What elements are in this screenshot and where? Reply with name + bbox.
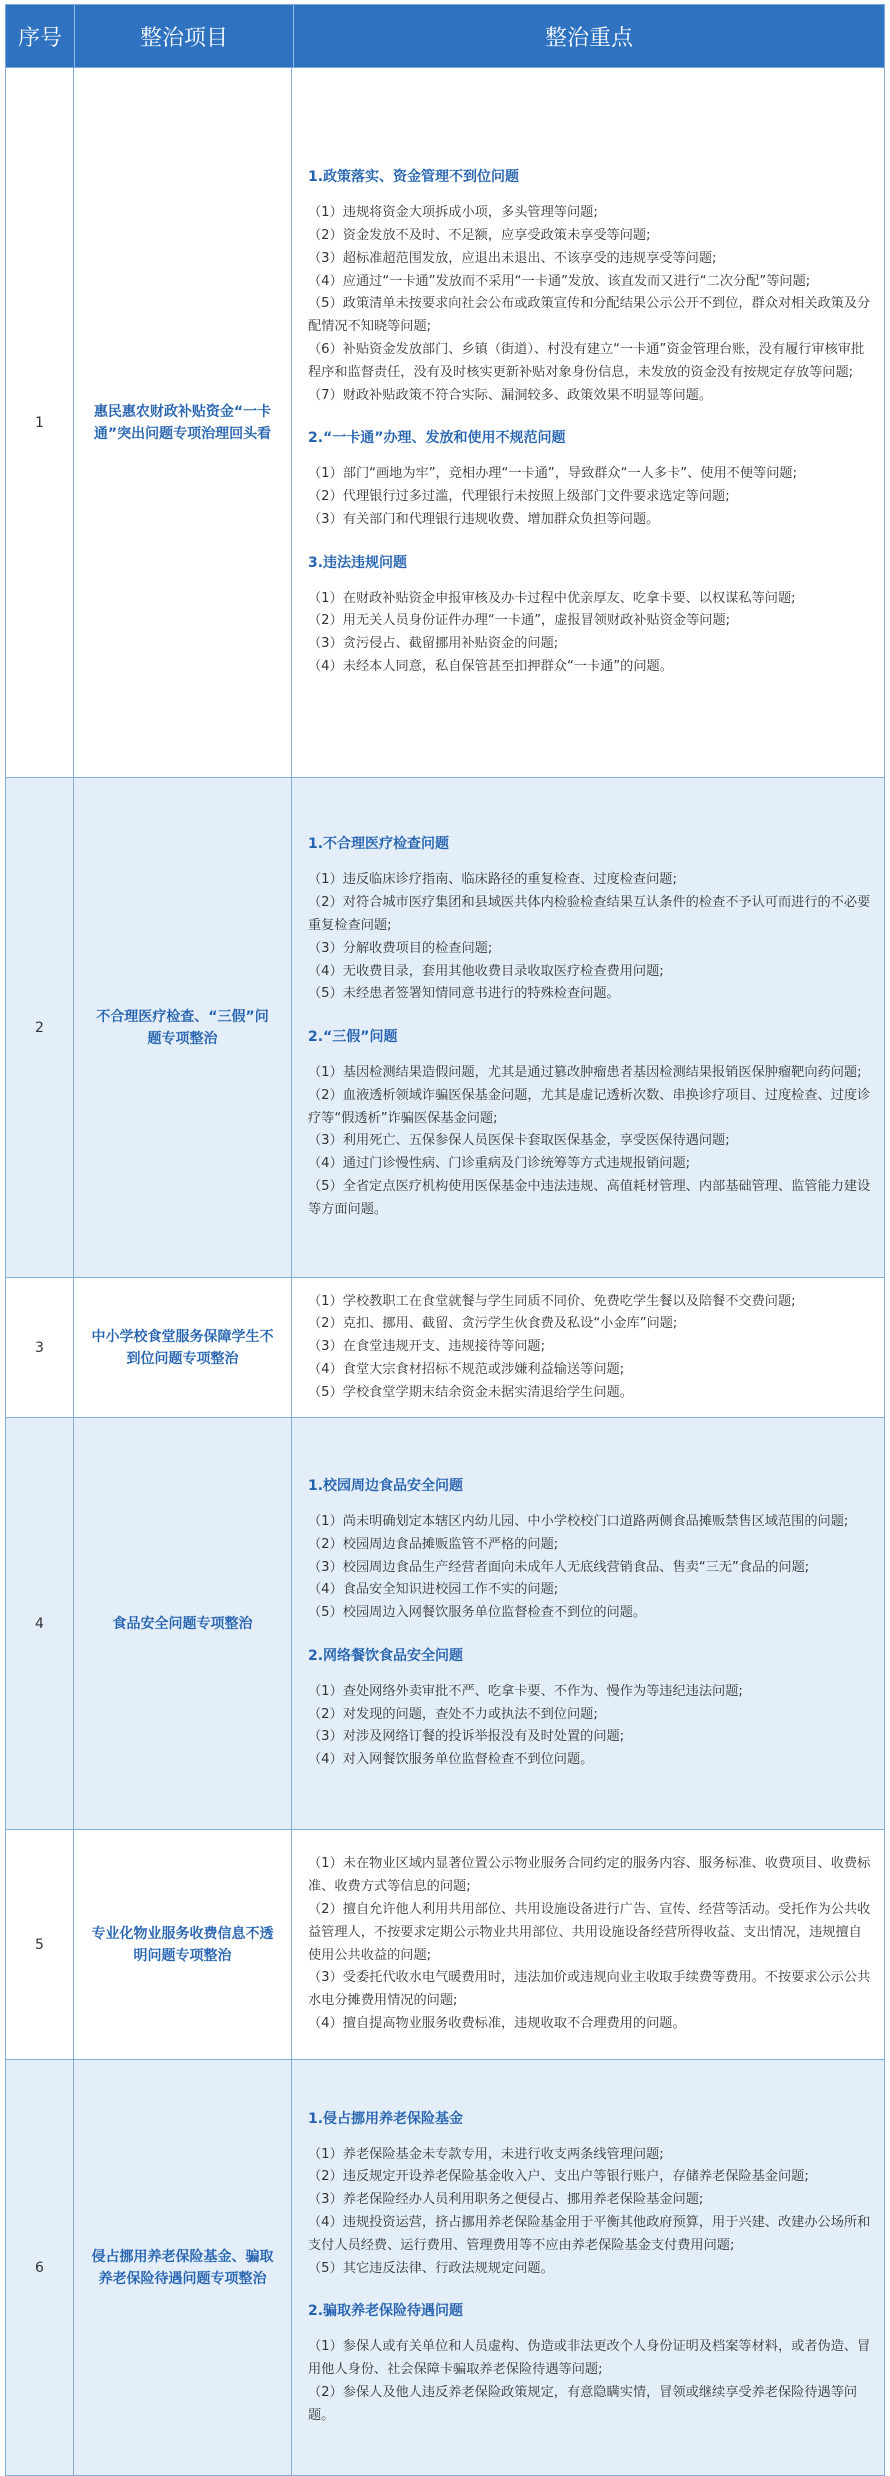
row-project: 食品安全问题专项整治	[74, 1418, 292, 1829]
row-number: 1	[6, 68, 74, 777]
row-focus	[292, 2060, 884, 2475]
row-number: 5	[6, 1830, 74, 2059]
row-project: 专业化物业服务收费信息不透明问题专项整治	[74, 1830, 292, 2059]
rectification-table	[5, 4, 885, 2476]
section-title: 3.违法违规问题	[308, 554, 408, 571]
row-project: 中小学校食堂服务保障学生不到位问题专项整治	[74, 1278, 292, 1417]
list-item: （4）未经本人同意，私自保管甚至扣押群众“一卡通”的问题。	[308, 659, 673, 675]
list-item: （1）参保人或有关单位和人员虚构、伪造或非法更改个人身份证明及档案等材料，或者伪造、冒用他人身份、社会保障卡骗取养老保险待遇等问题;	[308, 2339, 871, 2378]
list-item: （3）校园周边食品生产经营者面向未成年人无底线营销食品、售卖“三无”食品的问题;	[308, 1559, 810, 1575]
row-number: 6	[6, 2060, 74, 2475]
list-item: （1）未在物业区域内显著位置公示物业服务合同约定的服务内容、服务标准、收费项目、收费标准、收费方式等信息的问题;	[308, 1856, 871, 1895]
list-item: （1）查处网络外卖审批不严、吃拿卡要、不作为、慢作为等违纪违法问题;	[308, 1683, 743, 1699]
table-row	[5, 2060, 885, 2476]
list-item: （4）擅自提高物业服务收费标准，违规收取不合理费用的问题。	[308, 2015, 686, 2031]
row-project: 侵占挪用养老保险基金、骗取养老保险待遇问题专项整治	[74, 2060, 292, 2475]
item-list	[308, 202, 872, 407]
table-row	[5, 1278, 885, 1418]
list-item: （5）其它违反法律、行政法规规定问题。	[308, 2260, 554, 2276]
list-item: （4）通过门诊慢性病、门诊重病及门诊统筹等方式违规报销问题;	[308, 1156, 691, 1172]
list-item: （2）代理银行过多过滥，代理银行未按照上级部门文件要求选定等问题;	[308, 489, 730, 505]
section-title: 1.侵占挪用养老保险基金	[308, 2110, 464, 2127]
row-number: 4	[6, 1418, 74, 1829]
list-item: （4）无收费目录，套用其他收费目录收取医疗检查费用问题;	[308, 963, 664, 979]
header-no: 序号	[6, 5, 75, 67]
list-item: （1）违规将资金大项拆成小项，多头管理等问题;	[308, 205, 598, 221]
row-focus	[292, 1418, 884, 1829]
section-title: 2.骗取养老保险待遇问题	[308, 2303, 464, 2320]
section-title: 1.政策落实、资金管理不到位问题	[308, 169, 520, 186]
list-item: （2）克扣、挪用、截留、贪污学生伙食费及私设“小金库”问题;	[308, 1316, 678, 1332]
row-focus	[292, 1278, 884, 1417]
table-row	[5, 1830, 885, 2060]
list-item: （3）对涉及网络订餐的投诉举报没有及时处置的问题;	[308, 1729, 625, 1745]
list-item: （6）补贴资金发放部门、乡镇（街道）、村没有建立“一卡通”资金管理台账，没有履行审核审批程序和监督责任，没有及时核实更新补贴对象身份信息，未发放的资金没有按规定存放等问题;	[308, 341, 865, 380]
section-title: 2.网络餐饮食品安全问题	[308, 1647, 464, 1664]
list-item: （4）食堂大宗食材招标不规范或涉嫌利益输送等问题;	[308, 1361, 625, 1377]
list-item: （1）学校教职工在食堂就餐与学生同质不同价、免费吃学生餐以及陪餐不交费问题;	[308, 1293, 796, 1309]
row-focus	[292, 1830, 884, 2059]
list-item: （3）贪污侵占、截留挪用补贴资金的问题;	[308, 636, 559, 652]
list-item: （2）对符合城市医疗集团和县域医共体内检验检查结果互认条件的检查不予认可而进行的不必要重复检查问题;	[308, 895, 871, 933]
header-project: 整治项目	[75, 5, 294, 67]
list-item: （3）超标准超范围发放，应退出未退出、不该享受的违规享受等问题;	[308, 250, 717, 266]
table-header	[5, 4, 885, 68]
list-item: （3）受委托代收水电气暖费用时，违法加价或违规向业主收取手续费等费用。不按要求公示公共水电分摊费用情况的问题;	[308, 1970, 871, 2009]
row-focus	[292, 778, 884, 1277]
list-item: （1）养老保险基金未专款专用，未进行收支两条线管理问题;	[308, 2146, 664, 2162]
list-item: （5）校园周边入网餐饮服务单位监督检查不到位的问题。	[308, 1605, 647, 1621]
list-item: （3）分解收费项目的检查问题;	[308, 940, 493, 956]
list-item: （4）食品安全知识进校园工作不实的问题;	[308, 1582, 559, 1598]
item-list	[308, 463, 872, 531]
table-body	[5, 68, 885, 2476]
list-item: （1）基因检测结果造假问题，尤其是通过篡改肿瘤患者基因检测结果报销医保肿瘤靶向药问题;	[308, 1065, 862, 1081]
list-item: （5）政策清单未按要求向社会公布或政策宣传和分配结果公示公开不到位，群众对相关政策及分配情况不知晓等问题;	[308, 296, 871, 335]
list-item: （5）学校食堂学期末结余资金未据实清退给学生问题。	[308, 1384, 633, 1400]
section-title: 1.校园周边食品安全问题	[308, 1477, 464, 1494]
item-list	[308, 869, 872, 1006]
list-item: （2）用无关人员身份证件办理“一卡通”，虚报冒领财政补贴资金等问题;	[308, 613, 731, 629]
item-list	[308, 588, 872, 679]
list-item: （5）未经患者签署知情同意书进行的特殊检查问题。	[308, 986, 620, 1002]
section-title: 1.不合理医疗检查问题	[308, 836, 450, 853]
item-list	[308, 2144, 872, 2281]
row-focus	[292, 68, 884, 777]
list-item: （7）财政补贴政策不符合实际、漏洞较多、政策效果不明显等问题。	[308, 387, 713, 403]
list-item: （4）对入网餐饮服务单位监督检查不到位问题。	[308, 1752, 594, 1768]
section-title: 2.“三假”问题	[308, 1029, 398, 1046]
item-list	[308, 2336, 872, 2427]
table-row	[5, 68, 885, 778]
list-item: （2）擅自允许他人利用共用部位、共用设施设备进行广告、宣传、经营等活动。受托作为公共收益管理人，不按要求定期公示物业共用部位、共用设施设备经营所得收益、支出情况，违规擅自使用公共收益的问题;	[308, 1901, 871, 1963]
item-list	[308, 1681, 872, 1772]
list-item: （1）违反临床诊疗指南、临床路径的重复检查、过度检查问题;	[308, 872, 677, 888]
list-item: （2）血液透析领域诈骗医保基金问题，尤其是虚记透析次数、串换诊疗项目、过度检查、过度诊疗等“假透析”诈骗医保基金问题;	[308, 1087, 871, 1126]
item-list	[308, 1511, 872, 1625]
section-title: 2.“一卡通”办理、发放和使用不规范问题	[308, 430, 566, 447]
item-list	[308, 1062, 872, 1222]
list-item: （2）校园周边食品摊贩监管不严格的问题;	[308, 1536, 559, 1552]
list-item: （3）有关部门和代理银行违规收费、增加群众负担等问题。	[308, 511, 660, 527]
row-project: 不合理医疗检查、“三假”问题专项整治	[74, 778, 292, 1277]
list-item: （3）在食堂违规开支、违规接待等问题;	[308, 1339, 546, 1355]
list-item: （2）对发现的问题，查处不力或执法不到位问题;	[308, 1706, 598, 1722]
list-item: （2）违反规定开设养老保险基金收入户、支出户等银行账户，存储养老保险基金问题;	[308, 2169, 809, 2185]
item-list	[308, 1291, 872, 1405]
list-item: （4）应通过“一卡通”发放而不采用“一卡通”发放、该直发而又进行“二次分配”等问题;	[308, 273, 811, 289]
list-item: （4）违规投资运营，挤占挪用养老保险基金用于平衡其他政府预算，用于兴建、改建办公场所和支付人员经费、运行费用、管理费用等不应由养老保险基金支付费用问题;	[308, 2214, 871, 2253]
list-item: （2）资金发放不及时、不足额，应享受政策未享受等问题;	[308, 227, 651, 243]
table-row	[5, 778, 885, 1278]
list-item: （1）部门“画地为牢”，竞相办理“一卡通”，导致群众“一人多卡”、使用不便等问题;	[308, 466, 798, 482]
list-item: （5）全省定点医疗机构使用医保基金中违法违规、高值耗材管理、内部基础管理、监管能力建设等方面问题。	[308, 1179, 871, 1217]
row-number: 2	[6, 778, 74, 1277]
row-number: 3	[6, 1278, 74, 1417]
list-item: （3）利用死亡、五保参保人员医保卡套取医保基金，享受医保待遇问题;	[308, 1133, 730, 1149]
row-project: 惠民惠农财政补贴资金“一卡通”突出问题专项治理回头看	[74, 68, 292, 777]
item-list	[308, 1853, 872, 2035]
list-item: （3）养老保险经办人员利用职务之便侵占、挪用养老保险基金问题;	[308, 2192, 704, 2208]
list-item: （2）参保人及他人违反养老保险政策规定，有意隐瞒实情，冒领或继续享受养老保险待遇等问题。	[308, 2384, 858, 2423]
header-focus: 整治重点	[544, 25, 633, 51]
table-row	[5, 1418, 885, 1830]
list-item: （1）在财政补贴资金申报审核及办卡过程中优亲厚友、吃拿卡要、以权谋私等问题;	[308, 590, 796, 606]
list-item: （1）尚未明确划定本辖区内幼儿园、中小学校校门口道路两侧食品摊贩禁售区域范围的问题;	[308, 1513, 849, 1529]
